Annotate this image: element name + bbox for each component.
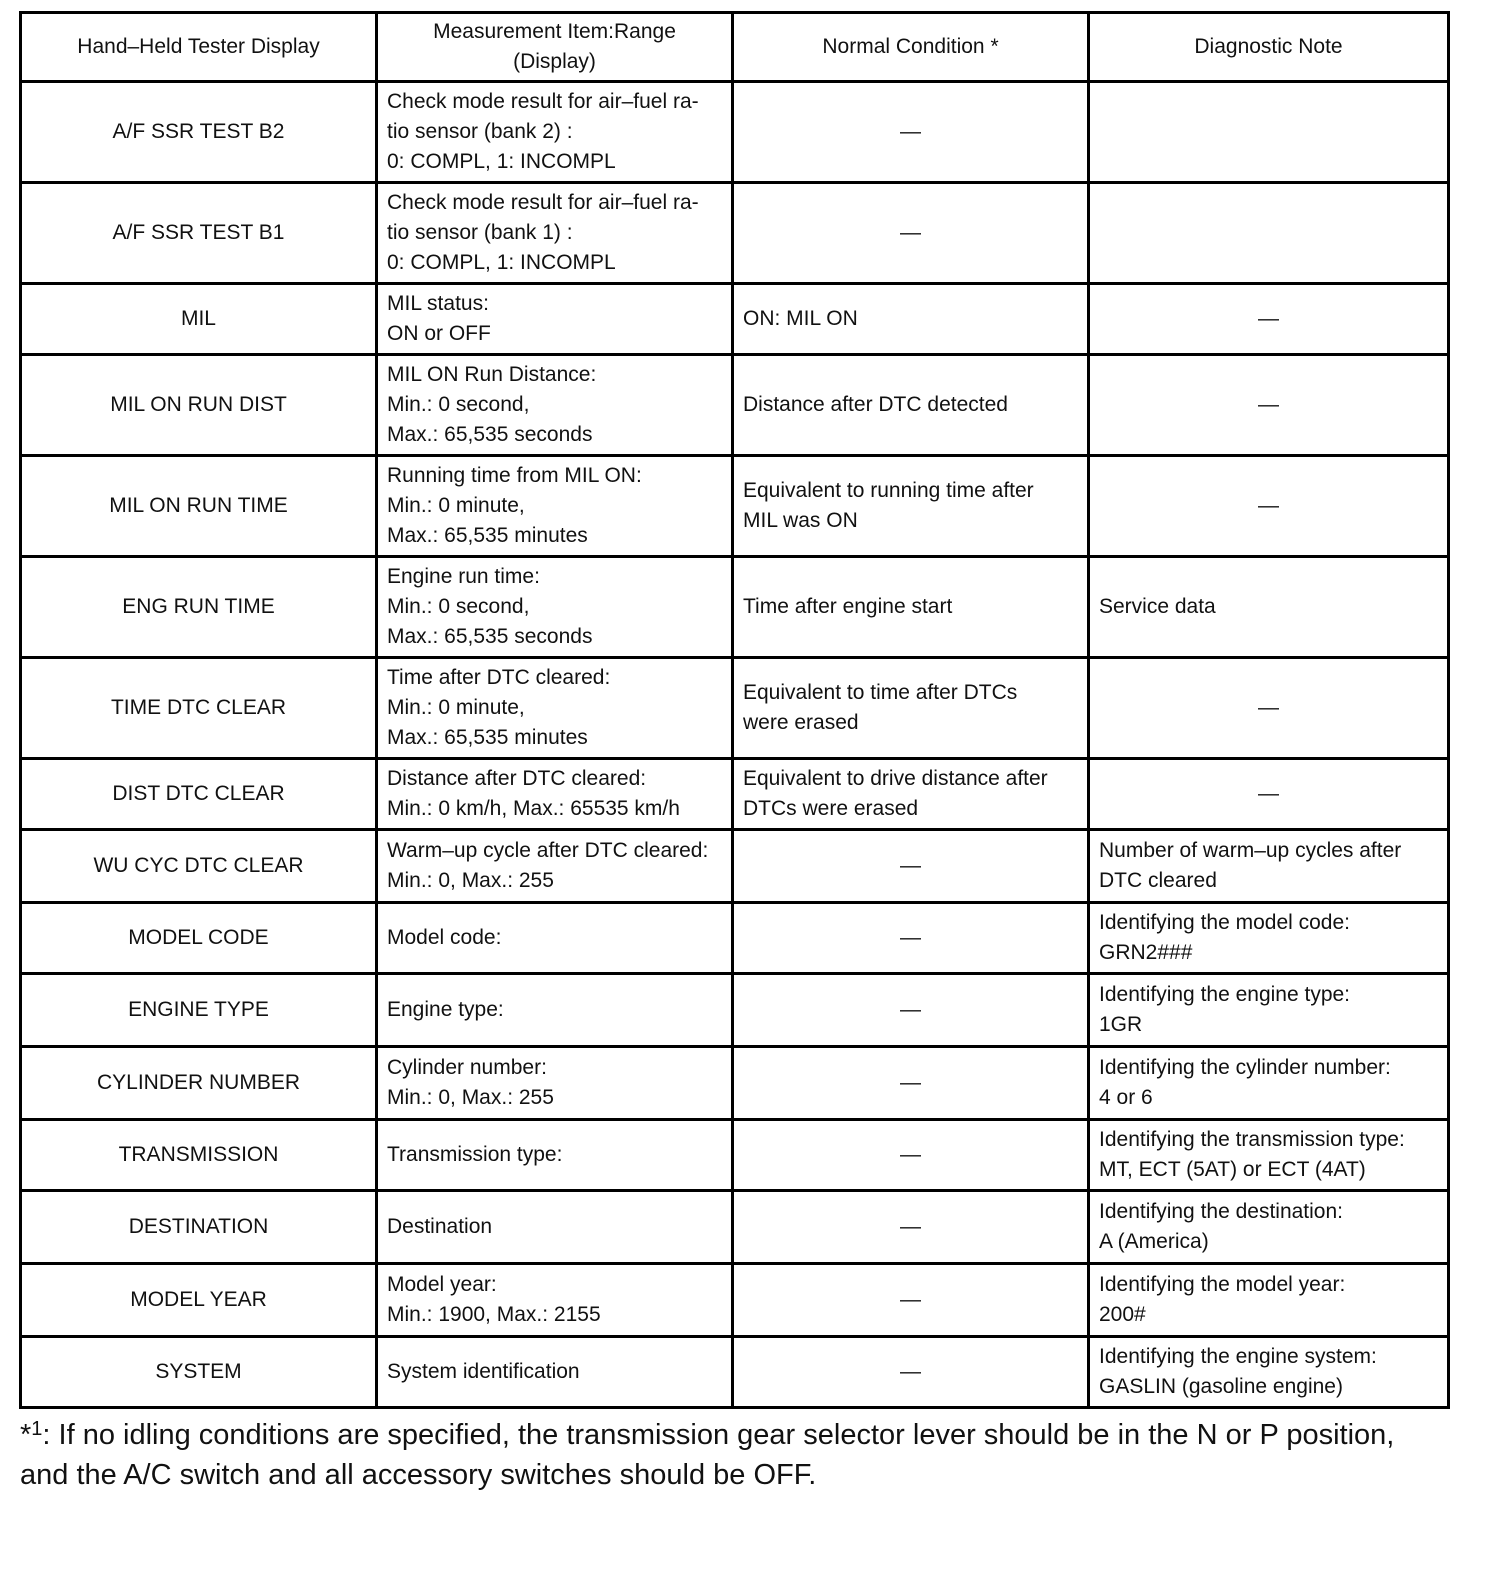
- table-row: [21, 456, 1449, 557]
- table-row: [21, 82, 1449, 183]
- cell-range: [377, 1191, 733, 1264]
- cell-range-line: Transmission type:: [387, 1143, 563, 1166]
- table-row: [21, 658, 1449, 759]
- table-header: [21, 13, 1449, 82]
- cell-range-line: Destination: [387, 1215, 493, 1238]
- cell-range-line: tio sensor (bank 1) :: [387, 221, 573, 244]
- cell-note: [1089, 284, 1449, 355]
- table-row: [21, 355, 1449, 456]
- table-row: [21, 1264, 1449, 1337]
- cell-note: [1089, 658, 1449, 759]
- header-normal: Normal Condition *: [733, 13, 1089, 82]
- cell-range-line: Min.: 1900, Max.: 2155: [387, 1303, 601, 1326]
- cell-range-line: Min.: 0 second,: [387, 595, 530, 618]
- cell-range-line: Distance after DTC cleared:: [387, 767, 647, 790]
- cell-note: [1089, 759, 1449, 830]
- cell-range-line: Max.: 65,535 seconds: [387, 423, 593, 446]
- cell-range-line: Time after DTC cleared:: [387, 666, 611, 689]
- cell-normal: [733, 1337, 1089, 1408]
- cell-note-line: Identifying the engine type:: [1099, 983, 1351, 1006]
- table-row: [21, 974, 1449, 1047]
- cell-range-line: System identification: [387, 1360, 580, 1383]
- cell-range-line: Min.: 0 minute,: [387, 696, 525, 719]
- cell-range-line: Model code:: [387, 926, 502, 949]
- cell-range-line: Min.: 0 minute,: [387, 494, 525, 517]
- cell-normal: [733, 456, 1089, 557]
- cell-normal: [733, 1120, 1089, 1191]
- cell-range-line: MIL ON Run Distance:: [387, 363, 597, 386]
- cell-display: ENGINE TYPE: [21, 974, 377, 1047]
- cell-range-line: tio sensor (bank 2) :: [387, 120, 573, 143]
- cell-normal: [733, 903, 1089, 974]
- cell-note: [1089, 355, 1449, 456]
- cell-note-line: GRN2###: [1099, 941, 1193, 964]
- cell-normal: [733, 284, 1089, 355]
- cell-note-line: Identifying the transmission type:: [1099, 1128, 1405, 1151]
- cell-normal: [733, 1264, 1089, 1337]
- footnote-text: : If no idling conditions are specified, the transmission gear selector lever should be in the N or P position,: [42, 1419, 1395, 1451]
- cell-note-line: MT, ECT (5AT) or ECT (4AT): [1099, 1158, 1366, 1181]
- cell-note-line: Identifying the model year:: [1099, 1273, 1346, 1296]
- cell-normal-line: —: [900, 221, 921, 244]
- table-row: [21, 830, 1449, 903]
- cell-note: [1089, 456, 1449, 557]
- cell-normal: [733, 1191, 1089, 1264]
- table-row: [21, 903, 1449, 974]
- cell-range-line: MIL status:: [387, 292, 489, 315]
- footnote-line: [20, 1415, 1460, 1455]
- cell-range-line: Max.: 65,535 minutes: [387, 524, 588, 547]
- cell-range-line: 0: COMPL, 1: INCOMPL: [387, 251, 616, 274]
- cell-display: CYLINDER NUMBER: [21, 1047, 377, 1120]
- cell-normal: [733, 1047, 1089, 1120]
- cell-note-line: —: [1258, 307, 1279, 330]
- cell-note-line: —: [1258, 494, 1279, 517]
- cell-range: [377, 1047, 733, 1120]
- cell-note-line: Service data: [1099, 595, 1216, 618]
- footnote-marker: *: [20, 1419, 32, 1451]
- cell-range: [377, 830, 733, 903]
- cell-range-line: Min.: 0 km/h, Max.: 65535 km/h: [387, 797, 680, 820]
- cell-range-line: Min.: 0 second,: [387, 393, 530, 416]
- cell-normal-line: —: [900, 1071, 921, 1094]
- cell-range-line: Engine type:: [387, 998, 504, 1021]
- cell-note: [1089, 1337, 1449, 1408]
- cell-normal-line: Time after engine start: [743, 595, 953, 618]
- cell-range-line: Max.: 65,535 seconds: [387, 625, 593, 648]
- cell-note: [1089, 1191, 1449, 1264]
- cell-note: [1089, 183, 1449, 284]
- cell-range: [377, 1337, 733, 1408]
- cell-normal: [733, 759, 1089, 830]
- cell-note-line: 200#: [1099, 1303, 1146, 1326]
- cell-note-line: —: [1258, 696, 1279, 719]
- table-row: [21, 759, 1449, 830]
- cell-normal-line: Equivalent to running time after: [743, 479, 1034, 502]
- cell-display: MIL ON RUN DIST: [21, 355, 377, 456]
- cell-range: [377, 1264, 733, 1337]
- cell-note-line: 1GR: [1099, 1013, 1143, 1036]
- cell-normal: [733, 658, 1089, 759]
- cell-normal-line: —: [900, 926, 921, 949]
- table-row: [21, 284, 1449, 355]
- footnote: [19, 1415, 1460, 1495]
- cell-normal-line: Equivalent to drive distance after: [743, 767, 1048, 790]
- cell-range: [377, 284, 733, 355]
- cell-range: [377, 355, 733, 456]
- cell-note-line: Number of warm–up cycles after: [1099, 839, 1402, 862]
- cell-note-line: Identifying the engine system:: [1099, 1345, 1377, 1368]
- table-row: [21, 183, 1449, 284]
- cell-normal-line: —: [900, 120, 921, 143]
- footnote-superscript: 1: [31, 1418, 43, 1440]
- cell-note: [1089, 974, 1449, 1047]
- table-body: [21, 82, 1449, 1408]
- header-range: [377, 13, 733, 82]
- cell-range-line: Min.: 0, Max.: 255: [387, 869, 554, 892]
- cell-note: [1089, 82, 1449, 183]
- cell-normal-line: were erased: [743, 711, 859, 734]
- cell-normal-line: DTCs were erased: [743, 797, 919, 820]
- cell-note-line: —: [1258, 782, 1279, 805]
- cell-note-line: —: [1258, 393, 1279, 416]
- cell-normal: [733, 830, 1089, 903]
- cell-normal: [733, 82, 1089, 183]
- cell-range-line: Min.: 0, Max.: 255: [387, 1086, 554, 1109]
- cell-normal-line: —: [900, 1288, 921, 1311]
- cell-normal: [733, 974, 1089, 1047]
- cell-display: A/F SSR TEST B1: [21, 183, 377, 284]
- cell-note-line: A (America): [1099, 1230, 1209, 1253]
- header-display: Hand–Held Tester Display: [21, 13, 377, 82]
- cell-range: [377, 1120, 733, 1191]
- cell-display: TRANSMISSION: [21, 1120, 377, 1191]
- cell-range-line: Warm–up cycle after DTC cleared:: [387, 839, 709, 862]
- cell-note: [1089, 903, 1449, 974]
- cell-normal-line: —: [900, 1360, 921, 1383]
- cell-note-line: Identifying the model code:: [1099, 911, 1350, 934]
- cell-note: [1089, 1047, 1449, 1120]
- cell-range: [377, 557, 733, 658]
- cell-normal: [733, 557, 1089, 658]
- cell-display: MODEL YEAR: [21, 1264, 377, 1337]
- cell-note-line: GASLIN (gasoline engine): [1099, 1375, 1343, 1398]
- cell-normal-line: —: [900, 1215, 921, 1238]
- cell-display: MIL: [21, 284, 377, 355]
- cell-note: [1089, 1120, 1449, 1191]
- cell-note-line: 4 or 6: [1099, 1086, 1153, 1109]
- table-row: [21, 1337, 1449, 1408]
- cell-normal: [733, 183, 1089, 284]
- header-range-line: (Display): [513, 50, 596, 73]
- cell-display: MIL ON RUN TIME: [21, 456, 377, 557]
- cell-normal-line: Equivalent to time after DTCs: [743, 681, 1018, 704]
- cell-range: [377, 903, 733, 974]
- cell-range: [377, 759, 733, 830]
- cell-display: MODEL CODE: [21, 903, 377, 974]
- cell-note: [1089, 1264, 1449, 1337]
- cell-display: SYSTEM: [21, 1337, 377, 1408]
- cell-range-line: Check mode result for air–fuel ra-: [387, 90, 699, 113]
- cell-display: A/F SSR TEST B2: [21, 82, 377, 183]
- cell-display: TIME DTC CLEAR: [21, 658, 377, 759]
- cell-note-line: Identifying the cylinder number:: [1099, 1056, 1391, 1079]
- table-row: [21, 1191, 1449, 1264]
- cell-normal: [733, 355, 1089, 456]
- cell-note-line: DTC cleared: [1099, 869, 1217, 892]
- document: [19, 11, 1447, 1495]
- cell-range-line: Check mode result for air–fuel ra-: [387, 191, 699, 214]
- cell-range-line: Running time from MIL ON:: [387, 464, 642, 487]
- cell-range-line: ON or OFF: [387, 322, 491, 345]
- cell-note: [1089, 557, 1449, 658]
- cell-range: [377, 456, 733, 557]
- cell-range: [377, 183, 733, 284]
- cell-normal-line: —: [900, 998, 921, 1021]
- cell-range-line: 0: COMPL, 1: INCOMPL: [387, 150, 616, 173]
- cell-display: ENG RUN TIME: [21, 557, 377, 658]
- cell-range-line: Engine run time:: [387, 565, 540, 588]
- cell-display: WU CYC DTC CLEAR: [21, 830, 377, 903]
- cell-display: DESTINATION: [21, 1191, 377, 1264]
- cell-range: [377, 658, 733, 759]
- data-list-table: [19, 11, 1450, 1409]
- cell-normal-line: Distance after DTC detected: [743, 393, 1008, 416]
- table-row: [21, 1120, 1449, 1191]
- cell-range: [377, 974, 733, 1047]
- cell-normal-line: ON: MIL ON: [743, 307, 858, 330]
- cell-range-line: Model year:: [387, 1273, 497, 1296]
- header-row: [21, 13, 1449, 82]
- cell-normal-line: MIL was ON: [743, 509, 858, 532]
- cell-range-line: Cylinder number:: [387, 1056, 547, 1079]
- table-row: [21, 557, 1449, 658]
- cell-normal-line: —: [900, 1143, 921, 1166]
- cell-normal-line: —: [900, 854, 921, 877]
- header-note: Diagnostic Note: [1089, 13, 1449, 82]
- cell-display: DIST DTC CLEAR: [21, 759, 377, 830]
- table-row: [21, 1047, 1449, 1120]
- cell-range-line: Max.: 65,535 minutes: [387, 726, 588, 749]
- cell-note-line: Identifying the destination:: [1099, 1200, 1344, 1223]
- cell-note: [1089, 830, 1449, 903]
- cell-range: [377, 82, 733, 183]
- header-range-line: Measurement Item:Range: [433, 20, 676, 43]
- footnote-line: and the A/C switch and all accessory switches should be OFF.: [20, 1459, 817, 1491]
